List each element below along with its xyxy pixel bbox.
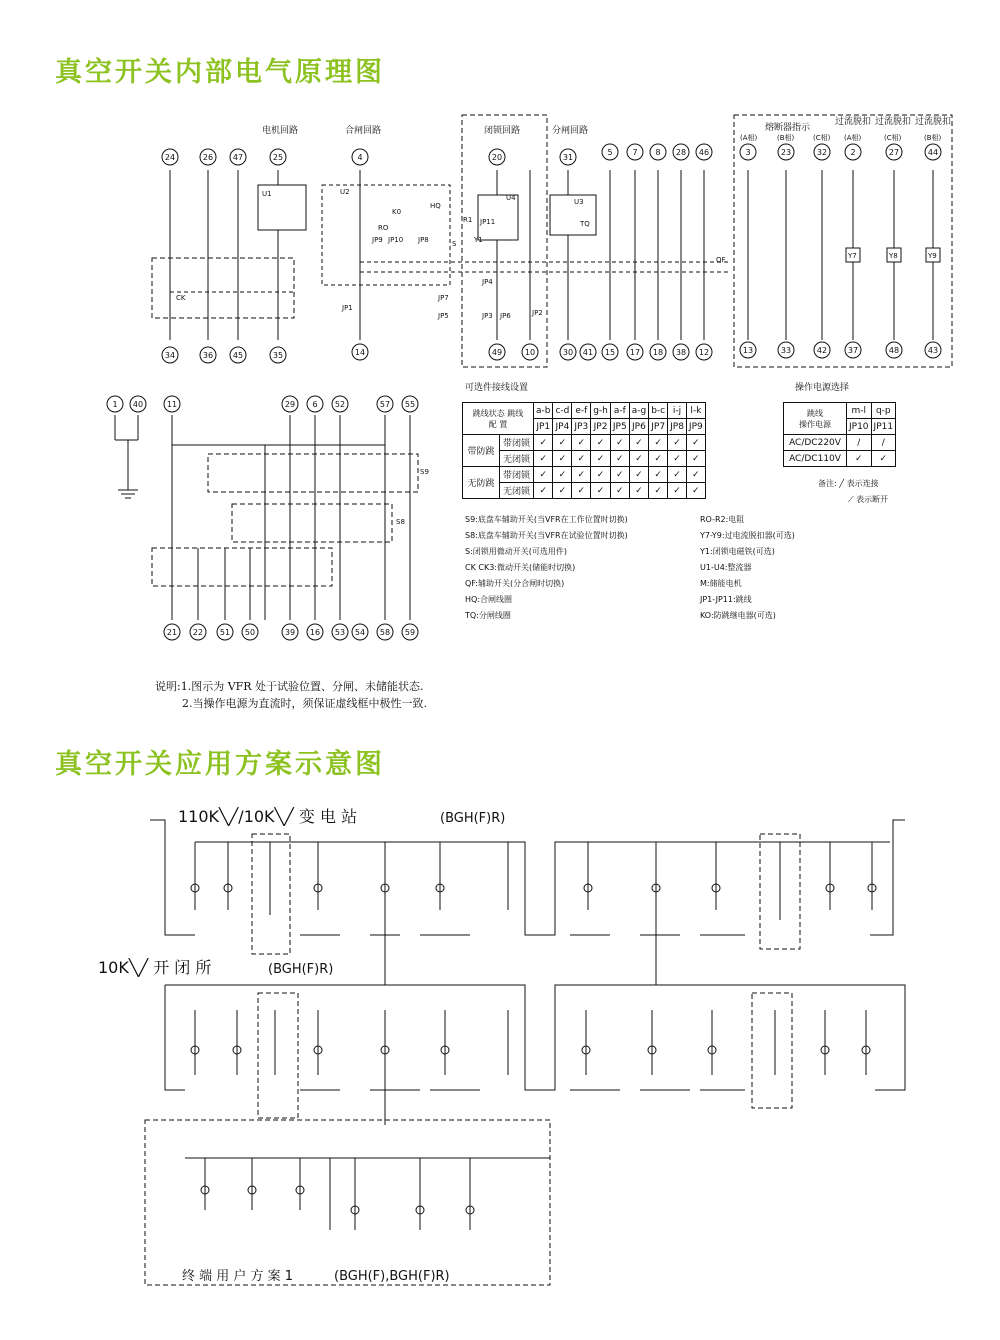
legend-item: Y1:闭锁电磁铁(可选)	[700, 547, 775, 556]
cell: ✓	[591, 451, 611, 467]
terminal-18: 18	[652, 348, 664, 357]
options-title: 可选件接线设置	[465, 383, 529, 393]
terminal-26: 26	[202, 153, 214, 162]
ck-box-left	[152, 258, 294, 318]
terminal-33: 33	[780, 346, 792, 355]
comp-s9: S9	[420, 468, 429, 476]
cell: ✓	[668, 467, 687, 483]
group-1-label: 无防跳	[463, 467, 500, 499]
power-corner: 跳线 操作电源	[784, 403, 847, 435]
pair-7: i-j	[668, 403, 687, 419]
terminal-51: 51	[219, 628, 231, 637]
comp-hq: HQ	[430, 202, 441, 210]
legend-item: U1-U4:整流器	[700, 563, 752, 572]
terminal-42: 42	[816, 346, 828, 355]
terminal-39: 39	[284, 628, 296, 637]
terminal-8: 8	[655, 148, 661, 157]
overcurrent-label-2: 过流脱扣	[875, 117, 912, 127]
comp-s: S	[452, 240, 457, 248]
comp-tq: TQ	[580, 220, 590, 228]
terminal-user-code: (BGH(F),BGH(F)R)	[334, 1269, 450, 1284]
overcurrent-label-1: 过流脱扣	[835, 117, 872, 127]
terminal-7: 7	[632, 148, 638, 157]
cell: ✓	[572, 451, 591, 467]
comp-jp7: JP7	[438, 294, 449, 302]
terminal-10: 10	[524, 348, 536, 357]
comp-jp2: JP2	[532, 309, 543, 317]
fuse-indicator-label: 熔断器指示	[765, 123, 811, 133]
terminal-58: 58	[379, 628, 391, 637]
comp-y7: Y7	[848, 252, 857, 260]
terminal-54: 54	[354, 628, 366, 637]
jp-0: JP1	[534, 419, 553, 435]
comp-jp6: JP6	[500, 312, 511, 320]
application-diagram	[0, 790, 1000, 1330]
phase-a-2: (A相)	[844, 134, 862, 142]
pair-5: a-g	[629, 403, 648, 419]
terminal-40: 40	[132, 400, 144, 409]
legend-item: KO:防跳继电器(可选)	[700, 611, 776, 620]
terminal-31: 31	[562, 153, 574, 162]
pair-8: l-k	[686, 403, 705, 419]
terminal-29: 29	[284, 400, 296, 409]
legend-item: QF:辅助开关(分合闸时切换)	[465, 579, 565, 588]
disconnect-symbol: ⟋	[848, 495, 854, 504]
legend-item: CK CK3:微动开关(储能时切换)	[465, 563, 576, 572]
power-title: 操作电源选择	[795, 383, 850, 393]
power-table	[783, 402, 896, 467]
comp-jp10: JP10	[388, 236, 404, 244]
section1-title: 真空开关内部电气原理图	[55, 57, 385, 88]
cell: ✓	[534, 435, 553, 451]
qf-box	[152, 548, 332, 586]
terminal-50: 50	[244, 628, 256, 637]
cell: ✓	[686, 451, 705, 467]
terminal-21: 21	[166, 628, 178, 637]
note-line-1: 说明:1.图示为 VFR 处于试验位置、分闸、未储能状态.	[155, 680, 424, 693]
comp-y1: Y1	[474, 236, 483, 244]
terminal-13: 13	[742, 346, 754, 355]
comp-jp4: JP4	[482, 278, 493, 286]
power-pair-1: q-p	[871, 403, 896, 419]
terminal-53: 53	[334, 628, 346, 637]
fuse-box	[734, 115, 952, 367]
terminal-52: 52	[334, 400, 346, 409]
note-line-2: 2.当操作电源为直流时，须保证虚线框中极性一致.	[182, 697, 427, 710]
terminal-38: 38	[675, 348, 687, 357]
terminal-41: 41	[582, 348, 594, 357]
terminal-16: 16	[309, 628, 321, 637]
cell: ✓	[629, 451, 648, 467]
cell: ✓	[610, 451, 629, 467]
switching-station-label: 10K╲╱ 开 闭 所	[98, 958, 212, 977]
comp-jp3: JP3	[482, 312, 493, 320]
open-circuit-label: 分闸回路	[552, 126, 589, 136]
terminal-12: 12	[698, 348, 710, 357]
comp-ck: CK	[176, 294, 186, 302]
terminal-32: 32	[816, 148, 828, 157]
jp-4: JP5	[610, 419, 629, 435]
comp-u2: U2	[340, 188, 350, 196]
power-jp-0: JP10	[847, 419, 872, 435]
comp-s8: S8	[396, 518, 405, 526]
legend-item: RO-R2:电阻	[700, 515, 745, 524]
legend-item: TQ:分闸线圈	[465, 611, 511, 620]
cell: ✓	[553, 435, 572, 451]
group-0-label: 带防跳	[463, 435, 500, 467]
cell: ✓	[871, 451, 896, 467]
terminal-23: 23	[780, 148, 792, 157]
jp-6: JP7	[649, 419, 668, 435]
terminal-15: 15	[604, 348, 616, 357]
terminal-36: 36	[202, 351, 214, 360]
cell: ✓	[668, 483, 687, 499]
comp-jp5: JP5	[438, 312, 449, 320]
terminal-55: 55	[404, 400, 416, 409]
pair-1: c-d	[553, 403, 572, 419]
cell: ✓	[649, 451, 668, 467]
terminal-27: 27	[888, 148, 900, 157]
phase-c-2: (C相)	[884, 134, 902, 142]
terminal-35: 35	[272, 351, 284, 360]
terminal-37: 37	[847, 346, 859, 355]
legend-item: Y7-Y9:过电流脱扣器(可选)	[700, 531, 795, 540]
phase-b-2: (B相)	[924, 134, 942, 142]
terminal-25: 25	[272, 153, 284, 162]
jp-8: JP9	[686, 419, 705, 435]
comp-qf: QF	[716, 256, 726, 264]
options-corner: 跳线状态 跳线 配 置	[463, 403, 534, 435]
cell: ✓	[534, 483, 553, 499]
cell: ✓	[572, 435, 591, 451]
section2-title: 真空开关应用方案示意图	[55, 749, 385, 780]
cell: ✓	[534, 451, 553, 467]
overcurrent-label-3: 过流脱扣	[915, 117, 952, 127]
cell: ✓	[591, 435, 611, 451]
cell: ✓	[686, 483, 705, 499]
cell: ✓	[649, 467, 668, 483]
cell: ✓	[649, 483, 668, 499]
switching-station-code: (BGH(F)R)	[268, 962, 334, 977]
terminal-4: 4	[357, 153, 363, 162]
cell: /	[847, 435, 872, 451]
terminal-1: 1	[112, 400, 118, 409]
motor-circuit-label: 电机回路	[262, 126, 299, 136]
cell: ✓	[629, 435, 648, 451]
cell: ✓	[591, 467, 611, 483]
cell: ✓	[553, 451, 572, 467]
terminal-43: 43	[927, 346, 939, 355]
jp-1: JP4	[553, 419, 572, 435]
cell: ✓	[668, 451, 687, 467]
terminal-28: 28	[675, 148, 687, 157]
group-1-row-0-sub: 带闭锁	[500, 467, 534, 483]
terminal-11: 11	[166, 400, 178, 409]
cell: ✓	[610, 483, 629, 499]
cell: ✓	[553, 483, 572, 499]
legend-item: HQ:合闸线圈	[465, 595, 513, 604]
power-remark: 备注: ╱ 表示连接 ⟋ 表示断开	[818, 479, 889, 504]
cell: ✓	[686, 467, 705, 483]
terminal-34: 34	[164, 351, 176, 360]
terminal-20: 20	[491, 153, 503, 162]
terminal-59: 59	[404, 628, 416, 637]
terminal-17: 17	[629, 348, 641, 357]
terminal-48: 48	[888, 346, 900, 355]
terminal-46: 46	[698, 148, 710, 157]
terminal-49: 49	[491, 348, 503, 357]
comp-jp11: JP11	[480, 218, 496, 226]
pair-2: e-f	[572, 403, 591, 419]
terminal-user-label: 终 端 用 户 方 案 1	[182, 1269, 294, 1284]
group-0-row-1-sub: 无闭锁	[500, 451, 534, 467]
group-1-row-1-sub: 无闭锁	[500, 483, 534, 499]
cell: ✓	[591, 483, 611, 499]
cell: ✓	[572, 467, 591, 483]
power-row-0-label: AC/DC220V	[784, 435, 847, 451]
comp-u1: U1	[262, 190, 272, 198]
legend-item: S9:底盘车辅助开关(当VFR在工作位置时切换)	[465, 515, 628, 524]
comp-jp9: JP9	[372, 236, 383, 244]
terminal-30: 30	[562, 348, 574, 357]
s9-box	[208, 454, 418, 492]
cell: ✓	[629, 467, 648, 483]
cell: ✓	[629, 483, 648, 499]
cell: ✓	[610, 435, 629, 451]
cell: ✓	[572, 483, 591, 499]
cell: ✓	[534, 467, 553, 483]
comp-ro: RO	[378, 224, 389, 232]
terminal-22: 22	[192, 628, 204, 637]
terminal-2: 2	[850, 148, 856, 157]
comp-u4: U4	[506, 194, 516, 202]
jp-7: JP8	[668, 419, 687, 435]
jp-5: JP6	[629, 419, 648, 435]
options-table	[462, 402, 706, 499]
cell: ✓	[610, 467, 629, 483]
terminal-14: 14	[354, 348, 366, 357]
comp-y9: Y9	[928, 252, 937, 260]
legend-item: S8:底盘车辅助开关(当VFR在试验位置时切换)	[465, 531, 628, 540]
comp-jp8: JP8	[418, 236, 429, 244]
pair-6: b-c	[649, 403, 668, 419]
legend-item: M:储能电机	[700, 579, 742, 588]
terminal-47: 47	[232, 153, 244, 162]
jp-3: JP2	[591, 419, 611, 435]
legend-item: JP1-JP11:跳线	[700, 595, 752, 604]
phase-b-1: (B相)	[777, 134, 795, 142]
comp-k0: K0	[392, 208, 402, 216]
legend-right	[700, 512, 795, 624]
power-jp-1: JP11	[871, 419, 896, 435]
cell: ✓	[847, 451, 872, 467]
cell: ✓	[686, 435, 705, 451]
terminal-24: 24	[164, 153, 176, 162]
terminal-57: 57	[379, 400, 391, 409]
cell: /	[871, 435, 896, 451]
pair-0: a-b	[534, 403, 553, 419]
cell: ✓	[649, 435, 668, 451]
jp-2: JP3	[572, 419, 591, 435]
phase-c-1: (C相)	[813, 134, 831, 142]
comp-r1: R1	[463, 216, 473, 224]
cell: ✓	[553, 467, 572, 483]
pair-3: g-h	[591, 403, 611, 419]
close-circuit-label: 合闸回路	[345, 126, 382, 136]
connect-symbol: ╱	[839, 479, 845, 488]
comp-u3: U3	[574, 198, 584, 206]
substation-code: (BGH(F)R)	[440, 811, 506, 826]
substation-label: 110K╲╱/10K╲╱ 变 电 站	[178, 807, 358, 826]
s8-box	[232, 504, 392, 542]
lock-circuit-label: 闭锁回路	[484, 126, 521, 136]
pair-4: a-f	[610, 403, 629, 419]
terminal-5: 5	[607, 148, 613, 157]
phase-a-1: (A相)	[740, 134, 758, 142]
power-pair-0: m-l	[847, 403, 872, 419]
legend-left	[465, 512, 628, 624]
terminal-3: 3	[745, 148, 751, 157]
group-0-row-0-sub: 带闭锁	[500, 435, 534, 451]
legend-item: S:闭锁用微动开关(可选用件)	[465, 547, 568, 556]
comp-jp1: JP1	[342, 304, 353, 312]
cell: ✓	[668, 435, 687, 451]
comp-y8: Y8	[889, 252, 898, 260]
terminal-6: 6	[312, 400, 318, 409]
terminal-45: 45	[232, 351, 244, 360]
power-row-1-label: AC/DC110V	[784, 451, 847, 467]
terminal-44: 44	[927, 148, 939, 157]
